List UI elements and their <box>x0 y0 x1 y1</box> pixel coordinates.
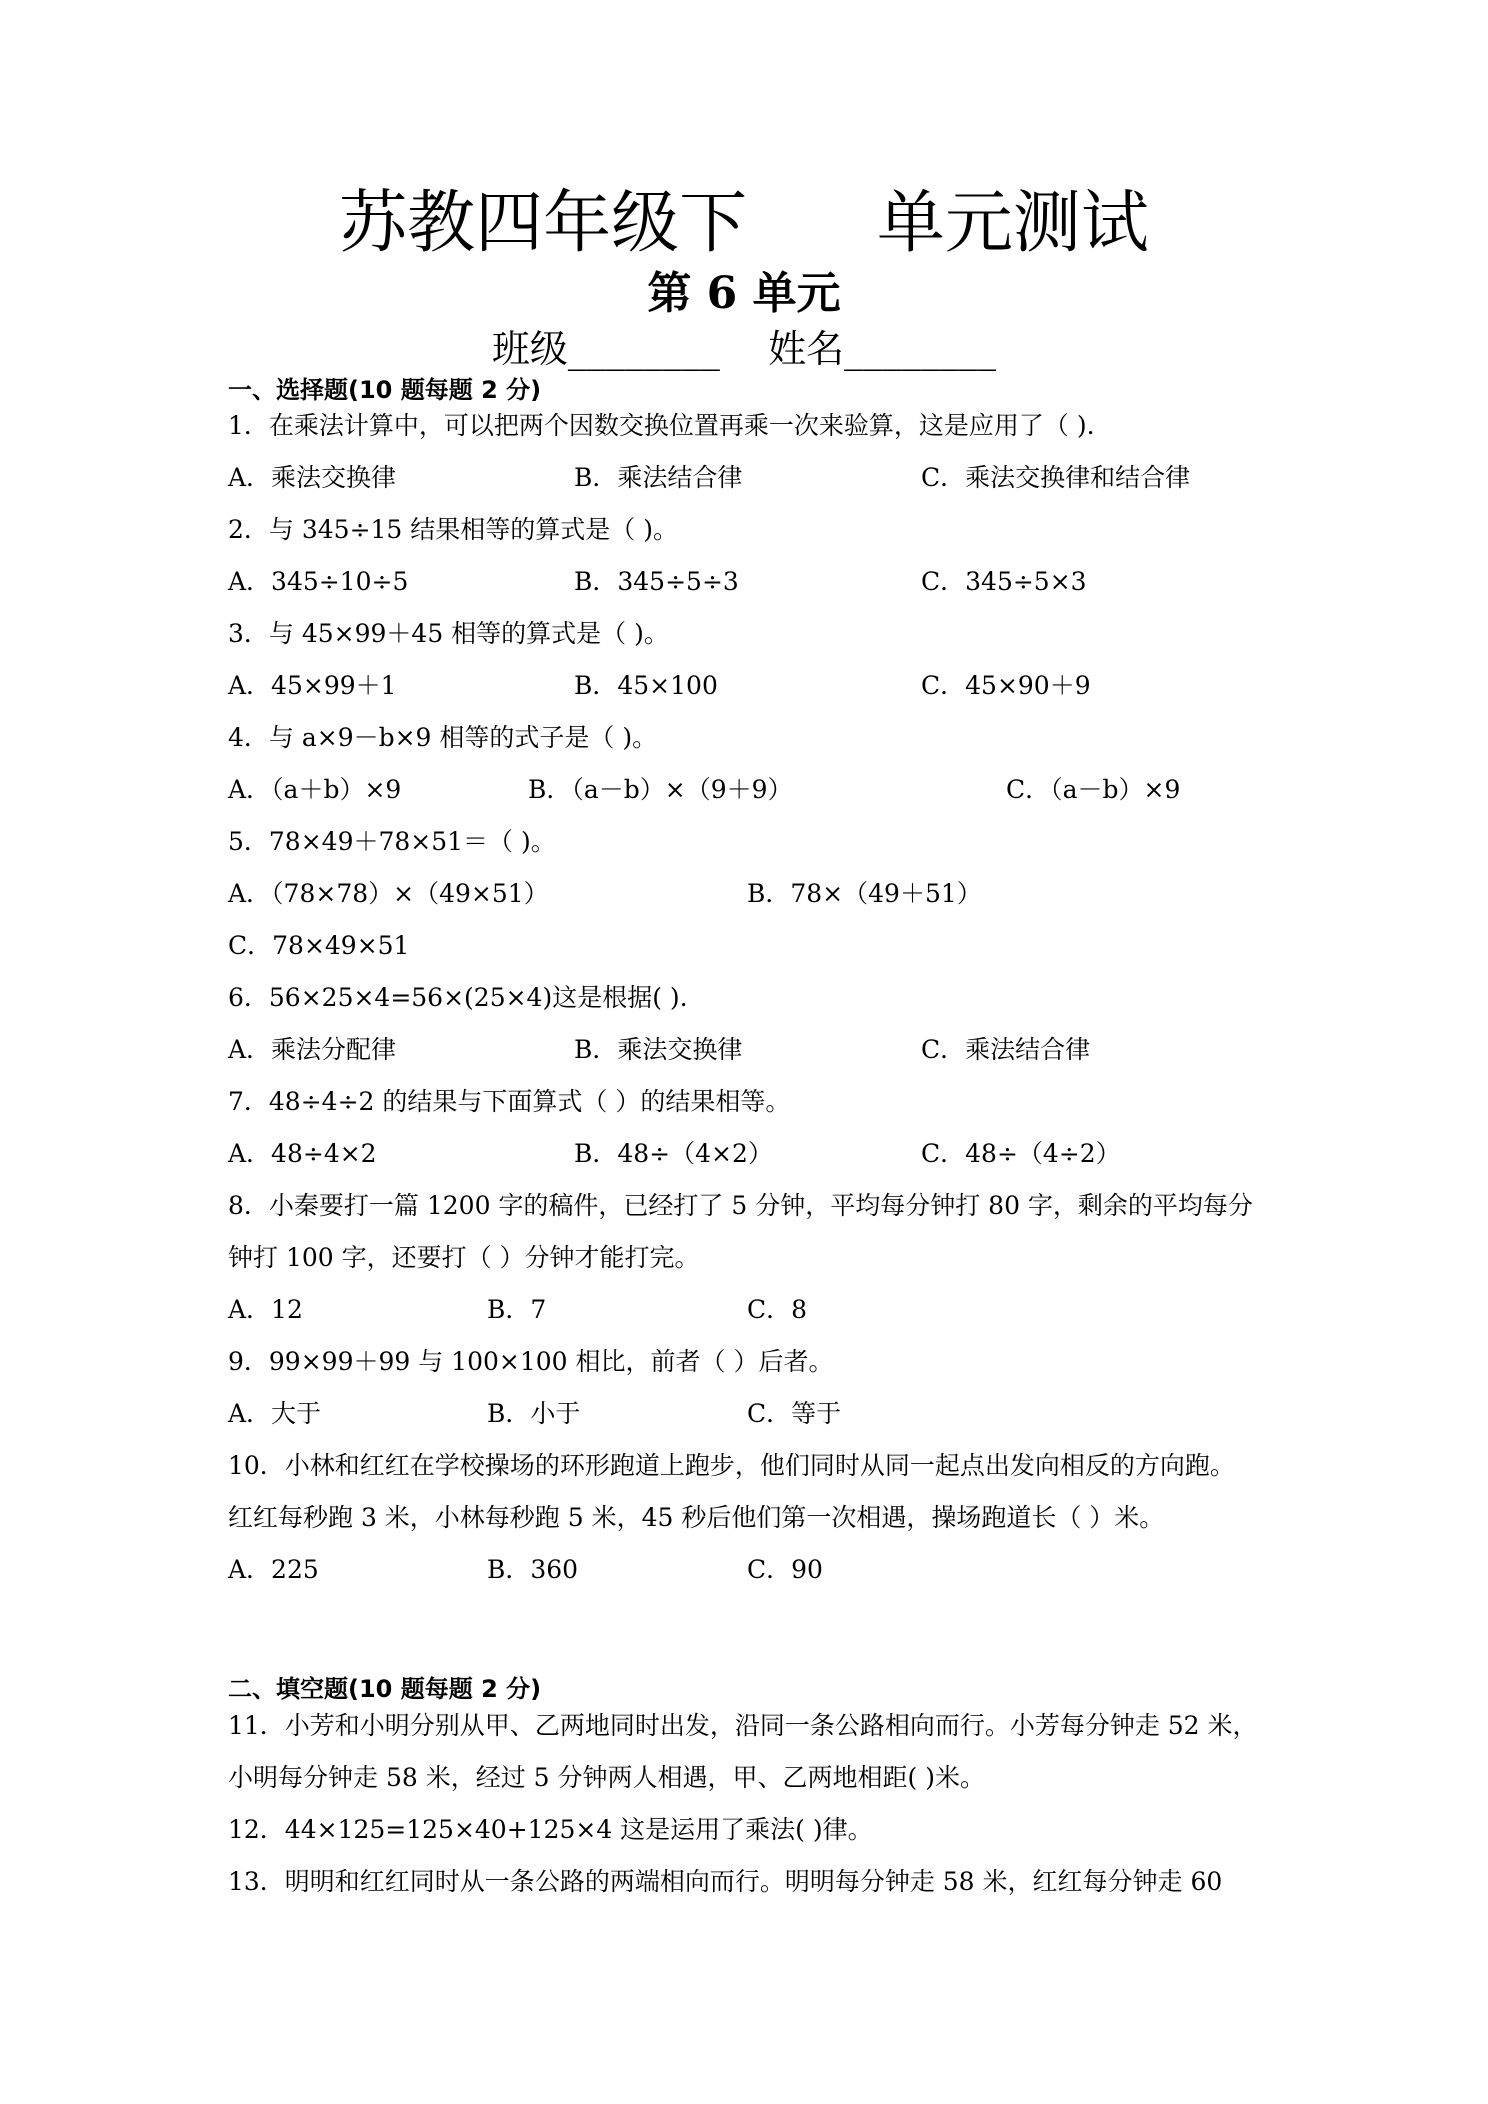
question-8-line2: 钟打 100 字，还要打（ ）分钟才能打完。 <box>228 1243 700 1272</box>
class-name-line: 班级________ 姓名________ <box>491 327 997 371</box>
question-10-line2: 红红每秒跑 3 米，小林每秒跑 5 米，45 秒后他们第一次相遇，操场跑道长（ ）米。 <box>228 1503 1165 1532</box>
option-3a: A．45×99＋1 <box>228 671 397 700</box>
question-2: 2．与 345÷15 结果相等的算式是（ )。 <box>228 515 678 544</box>
option-9b: B．小于 <box>487 1399 581 1428</box>
option-5c: C．78×49×51 <box>228 931 410 960</box>
option-5a: A．（78×78）×（49×51） <box>228 879 549 908</box>
option-2c: C．345÷5×3 <box>921 567 1087 596</box>
option-7b: B．48÷（4×2） <box>574 1139 773 1168</box>
option-8b: B．7 <box>487 1295 547 1324</box>
option-4a: A．（a＋b）×9 <box>228 775 402 804</box>
option-2a: A．345÷10÷5 <box>228 567 409 596</box>
option-3c: C．45×90＋9 <box>921 671 1091 700</box>
question-7: 7．48÷4÷2 的结果与下面算式（ ）的结果相等。 <box>228 1087 791 1116</box>
question-3: 3．与 45×99＋45 相等的算式是（ )。 <box>228 619 669 648</box>
question-5: 5．78×49＋78×51＝（ )。 <box>228 827 556 856</box>
option-6b: B．乘法交换律 <box>574 1035 743 1064</box>
option-10a: A．225 <box>228 1555 319 1584</box>
option-7a: A．48÷4×2 <box>228 1139 377 1168</box>
option-1a: A．乘法交换律 <box>228 463 397 492</box>
option-10c: C．90 <box>747 1555 823 1584</box>
option-9a: A．大于 <box>228 1399 322 1428</box>
question-11-line2: 小明每分钟走 58 米，经过 5 分钟两人相遇，甲、乙两地相距( )米。 <box>228 1763 985 1792</box>
option-4c: C．（a－b）×9 <box>1006 775 1181 804</box>
option-9c: C．等于 <box>747 1399 842 1428</box>
option-3b: B．45×100 <box>574 671 718 700</box>
section-heading-fill: 二、填空题(10 题每题 2 分) <box>228 1675 542 1703</box>
question-12: 12．44×125=125×40+125×4 这是运用了乘法( )律。 <box>228 1815 873 1844</box>
option-6a: A．乘法分配律 <box>228 1035 397 1064</box>
question-11: 11．小芳和小明分别从甲、乙两地同时出发，沿同一条公路相向而行。小芳每分钟走 52 米， <box>228 1711 1258 1740</box>
question-4: 4．与 a×9－b×9 相等的式子是（ )。 <box>228 723 658 752</box>
unit-subtitle: 第 6 单元 <box>647 268 841 319</box>
option-1c: C．乘法交换律和结合律 <box>921 463 1191 492</box>
option-8c: C．8 <box>747 1295 808 1324</box>
page-title: 苏教四年级下 单元测试 <box>339 184 1149 263</box>
option-1b: B．乘法结合律 <box>574 463 743 492</box>
question-10: 10．小林和红红在学校操场的环形跑道上跑步，他们同时从同一起点出发向相反的方向跑。 <box>228 1451 1235 1480</box>
section-heading-choice: 一、选择题(10 题每题 2 分) <box>228 376 542 404</box>
option-7c: C．48÷（4÷2） <box>921 1139 1121 1168</box>
option-5b: B．78×（49＋51） <box>747 879 982 908</box>
question-6: 6．56×25×4=56×(25×4)这是根据( ). <box>228 983 688 1012</box>
option-2b: B．345÷5÷3 <box>574 567 739 596</box>
question-13: 13．明明和红红同时从一条公路的两端相向而行。明明每分钟走 58 米，红红每分钟走 60 <box>228 1867 1223 1896</box>
question-8: 8．小秦要打一篇 1200 字的稿件，已经打了 5 分钟，平均每分钟打 80 字，剩余的平均每分 <box>228 1191 1253 1220</box>
question-9: 9．99×99＋99 与 100×100 相比，前者（ ）后者。 <box>228 1347 834 1376</box>
option-10b: B．360 <box>487 1555 579 1584</box>
option-6c: C．乘法结合律 <box>921 1035 1091 1064</box>
option-8a: A．12 <box>228 1295 303 1324</box>
option-4b: B．（a－b）×（9＋9） <box>528 775 793 804</box>
question-1: 1．在乘法计算中，可以把两个因数交换位置再乘一次来验算，这是应用了（ ). <box>228 411 1095 440</box>
